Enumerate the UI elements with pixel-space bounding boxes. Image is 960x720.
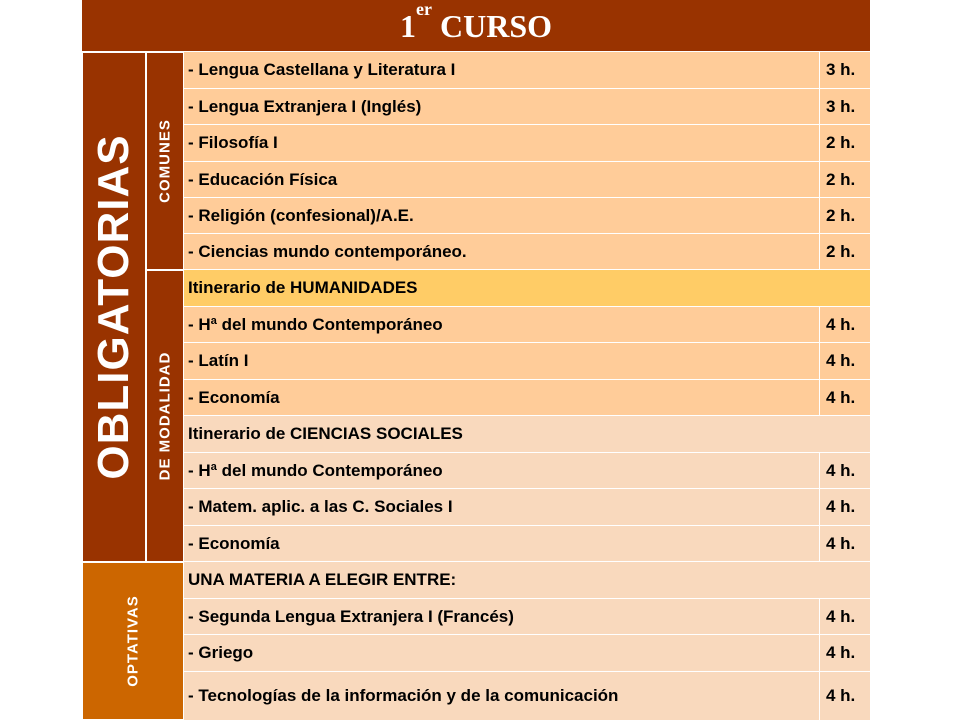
table-row (184, 52, 870, 89)
itinerary-heading (184, 270, 870, 307)
subject-cell: - Ciencias mundo contemporáneo. (184, 234, 820, 269)
group-optativas-label: OPTATIVAS (124, 595, 142, 687)
subject-cell: - Latín I (184, 343, 820, 379)
hours-cell: 4 h. (826, 497, 856, 516)
hours-cell: 3 h. (826, 96, 856, 116)
group-obligatorias (82, 52, 146, 562)
subject-cell: - Economía (184, 526, 820, 561)
table-row (184, 343, 870, 380)
hours-cell: 4 h. (826, 460, 856, 480)
group-obligatorias-label: OBLIGATORIAS (89, 134, 138, 480)
subject-cell: - Matem. aplic. a las C. Sociales I (184, 489, 820, 525)
group-optativas (82, 562, 184, 720)
itinerary-humanidades-label: Itinerario de HUMANIDADES (188, 278, 418, 297)
subject-cell: - Filosofía I (184, 125, 820, 161)
hours-cell: 2 h. (826, 241, 856, 261)
group-modalidad-label: DE MODALIDAD (156, 351, 174, 481)
subject-cell: - Lengua Extranjera I (Inglés) (184, 89, 820, 124)
course-ordinal-suffix: er (416, 0, 432, 19)
table-row (184, 489, 870, 526)
course-title (82, 0, 870, 52)
table-row (184, 125, 870, 162)
group-comunes-label: COMUNES (156, 119, 174, 203)
subject-cell: - Tecnologías de la información y de la comunicación (184, 672, 820, 720)
subject-cell: - Lengua Castellana y Literatura I (184, 52, 820, 88)
subject-cell: - Religión (confesional)/A.E. (184, 198, 820, 233)
table-row (184, 380, 870, 416)
course-table (82, 0, 870, 720)
hours-cell: 3 h. (826, 60, 856, 79)
subject-cell: - Hª del mundo Contemporáneo (184, 307, 820, 342)
table-row (184, 672, 870, 720)
hours-cell: 4 h. (826, 643, 856, 662)
subject-cell: - Segunda Lengua Extranjera I (Francés) (184, 599, 820, 634)
table-row (184, 162, 870, 198)
hours-cell: 4 h. (826, 606, 856, 626)
itinerary-heading (184, 416, 870, 453)
hours-cell: 4 h. (826, 533, 856, 553)
hours-cell: 2 h. (826, 133, 856, 152)
table-row (184, 307, 870, 343)
optional-heading (184, 562, 870, 599)
table-row (184, 198, 870, 234)
course-number: 1 (400, 8, 416, 44)
table-row (184, 599, 870, 635)
table-row (184, 635, 870, 672)
hours-cell: 4 h. (826, 351, 856, 370)
subject-cell: - Educación Física (184, 162, 820, 197)
hours-cell: 4 h. (826, 387, 856, 407)
hours-cell: 2 h. (826, 169, 856, 189)
group-modalidad (146, 270, 184, 562)
table-row (184, 234, 870, 270)
group-comunes (146, 52, 184, 270)
subject-cell: - Hª del mundo Contemporáneo (184, 453, 820, 488)
hours-cell: 2 h. (826, 205, 856, 225)
table-row (184, 526, 870, 562)
table-row (184, 89, 870, 125)
itinerary-ciencias-sociales-label: Itinerario de CIENCIAS SOCIALES (188, 424, 463, 443)
hours-cell: 4 h. (826, 314, 856, 334)
hours-cell: 4 h. (826, 686, 856, 705)
optional-choice-label: UNA MATERIA A ELEGIR ENTRE: (188, 570, 457, 589)
course-title-text: CURSO (439, 8, 552, 44)
table-row (184, 453, 870, 489)
subject-cell: - Economía (184, 380, 820, 415)
subject-cell: - Griego (184, 635, 820, 671)
